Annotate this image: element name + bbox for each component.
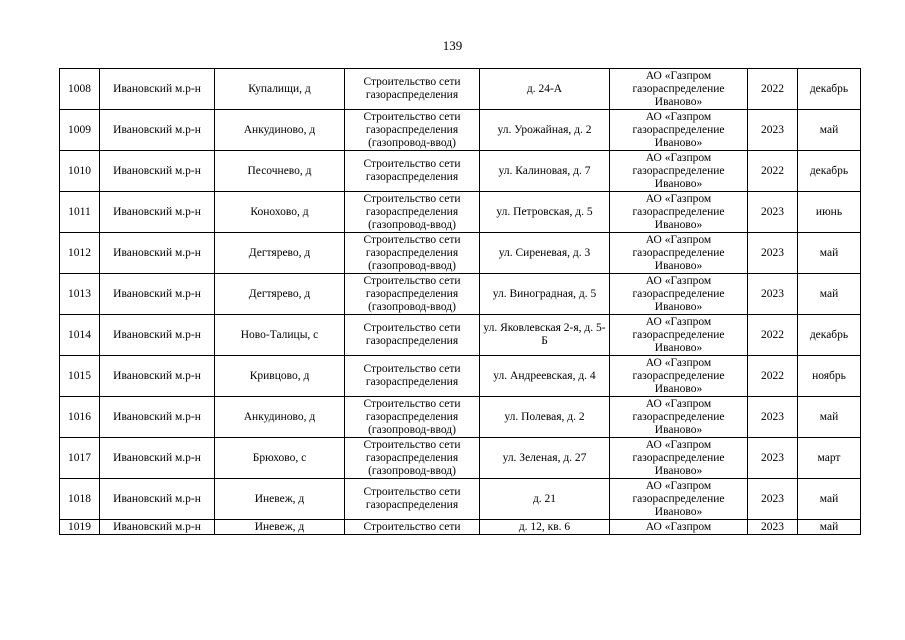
year-cell: 2023 [748, 520, 798, 535]
organization-cell: АО «Газпром газораспределение Иваново» [610, 110, 748, 151]
work-type-cell: Строительство сети газораспределения [345, 479, 480, 520]
district-cell: Ивановский м.р-н [100, 520, 215, 535]
address-cell: ул. Урожайная, д. 2 [480, 110, 610, 151]
table-row [60, 110, 861, 151]
table-row [60, 192, 861, 233]
work-type-cell: Строительство сети газораспределения [345, 69, 480, 110]
address-cell: ул. Полевая, д. 2 [480, 397, 610, 438]
row-number-cell: 1011 [60, 192, 100, 233]
locality-cell: Дегтярево, д [215, 274, 345, 315]
district-cell: Ивановский м.р-н [100, 151, 215, 192]
row-number-cell: 1016 [60, 397, 100, 438]
organization-cell: АО «Газпром газораспределение Иваново» [610, 356, 748, 397]
address-cell: ул. Петровская, д. 5 [480, 192, 610, 233]
month-cell: май [798, 520, 861, 535]
district-cell: Ивановский м.р-н [100, 110, 215, 151]
locality-cell: Иневеж, д [215, 479, 345, 520]
organization-cell: АО «Газпром газораспределение Иваново» [610, 274, 748, 315]
page-number: 139 [442, 38, 463, 53]
work-type-cell: Строительство сети газораспределения (газопровод-ввод) [345, 192, 480, 233]
district-cell: Ивановский м.р-н [100, 274, 215, 315]
table-row [60, 69, 861, 110]
year-cell: 2023 [748, 438, 798, 479]
month-cell: март [798, 438, 861, 479]
year-cell: 2023 [748, 274, 798, 315]
table-row [60, 356, 861, 397]
address-cell: ул. Виноградная, д. 5 [480, 274, 610, 315]
table-row [60, 315, 861, 356]
organization-cell: АО «Газпром газораспределение Иваново» [610, 69, 748, 110]
table-row [60, 151, 861, 192]
address-cell: д. 12, кв. 6 [480, 520, 610, 535]
work-type-cell: Строительство сети газораспределения [345, 356, 480, 397]
organization-cell: АО «Газпром газораспределение Иваново» [610, 397, 748, 438]
district-cell: Ивановский м.р-н [100, 356, 215, 397]
work-type-cell: Строительство сети газораспределения [345, 151, 480, 192]
district-cell: Ивановский м.р-н [100, 192, 215, 233]
address-cell: ул. Зеленая, д. 27 [480, 438, 610, 479]
year-cell: 2022 [748, 315, 798, 356]
month-cell: декабрь [798, 315, 861, 356]
gasification-table [59, 68, 861, 535]
organization-cell: АО «Газпром газораспределение Иваново» [610, 315, 748, 356]
table-row [60, 397, 861, 438]
district-cell: Ивановский м.р-н [100, 315, 215, 356]
address-cell: д. 24-А [480, 69, 610, 110]
year-cell: 2023 [748, 479, 798, 520]
month-cell: май [798, 274, 861, 315]
row-number-cell: 1010 [60, 151, 100, 192]
row-number-cell: 1012 [60, 233, 100, 274]
organization-cell: АО «Газпром газораспределение Иваново» [610, 151, 748, 192]
organization-cell: АО «Газпром газораспределение Иваново» [610, 479, 748, 520]
address-cell: ул. Яковлевская 2-я, д. 5-Б [480, 315, 610, 356]
district-cell: Ивановский м.р-н [100, 233, 215, 274]
locality-cell: Ново-Талицы, с [215, 315, 345, 356]
table-row [60, 520, 861, 535]
work-type-cell: Строительство сети газораспределения (газопровод-ввод) [345, 233, 480, 274]
district-cell: Ивановский м.р-н [100, 397, 215, 438]
table-row [60, 233, 861, 274]
work-type-cell: Строительство сети газораспределения (газопровод-ввод) [345, 438, 480, 479]
locality-cell: Песочнево, д [215, 151, 345, 192]
row-number-cell: 1009 [60, 110, 100, 151]
row-number-cell: 1013 [60, 274, 100, 315]
year-cell: 2022 [748, 69, 798, 110]
address-cell: д. 21 [480, 479, 610, 520]
table-row [60, 438, 861, 479]
year-cell: 2023 [748, 397, 798, 438]
address-cell: ул. Андреевская, д. 4 [480, 356, 610, 397]
locality-cell: Анкудиново, д [215, 110, 345, 151]
district-cell: Ивановский м.р-н [100, 69, 215, 110]
locality-cell: Брюхово, с [215, 438, 345, 479]
locality-cell: Конохово, д [215, 192, 345, 233]
month-cell: май [798, 233, 861, 274]
table-row [60, 479, 861, 520]
locality-cell: Кривцово, д [215, 356, 345, 397]
row-number-cell: 1017 [60, 438, 100, 479]
month-cell: декабрь [798, 69, 861, 110]
year-cell: 2022 [748, 151, 798, 192]
work-type-cell: Строительство сети газораспределения (газопровод-ввод) [345, 110, 480, 151]
address-cell: ул. Сиреневая, д. 3 [480, 233, 610, 274]
locality-cell: Купалищи, д [215, 69, 345, 110]
district-cell: Ивановский м.р-н [100, 479, 215, 520]
month-cell: ноябрь [798, 356, 861, 397]
row-number-cell: 1014 [60, 315, 100, 356]
month-cell: май [798, 479, 861, 520]
year-cell: 2023 [748, 233, 798, 274]
organization-cell: АО «Газпром [610, 520, 748, 535]
locality-cell: Анкудиново, д [215, 397, 345, 438]
month-cell: май [798, 110, 861, 151]
row-number-cell: 1019 [60, 520, 100, 535]
year-cell: 2023 [748, 192, 798, 233]
month-cell: июнь [798, 192, 861, 233]
row-number-cell: 1008 [60, 69, 100, 110]
table-row [60, 274, 861, 315]
district-cell: Ивановский м.р-н [100, 438, 215, 479]
address-cell: ул. Калиновая, д. 7 [480, 151, 610, 192]
locality-cell: Иневеж, д [215, 520, 345, 535]
year-cell: 2022 [748, 356, 798, 397]
row-number-cell: 1015 [60, 356, 100, 397]
month-cell: май [798, 397, 861, 438]
year-cell: 2023 [748, 110, 798, 151]
locality-cell: Дегтярево, д [215, 233, 345, 274]
organization-cell: АО «Газпром газораспределение Иваново» [610, 438, 748, 479]
work-type-cell: Строительство сети газораспределения (газопровод-ввод) [345, 397, 480, 438]
organization-cell: АО «Газпром газораспределение Иваново» [610, 192, 748, 233]
work-type-cell: Строительство сети газораспределения [345, 315, 480, 356]
work-type-cell: Строительство сети газораспределения (газопровод-ввод) [345, 274, 480, 315]
row-number-cell: 1018 [60, 479, 100, 520]
month-cell: декабрь [798, 151, 861, 192]
work-type-cell: Строительство сети [345, 520, 480, 535]
organization-cell: АО «Газпром газораспределение Иваново» [610, 233, 748, 274]
